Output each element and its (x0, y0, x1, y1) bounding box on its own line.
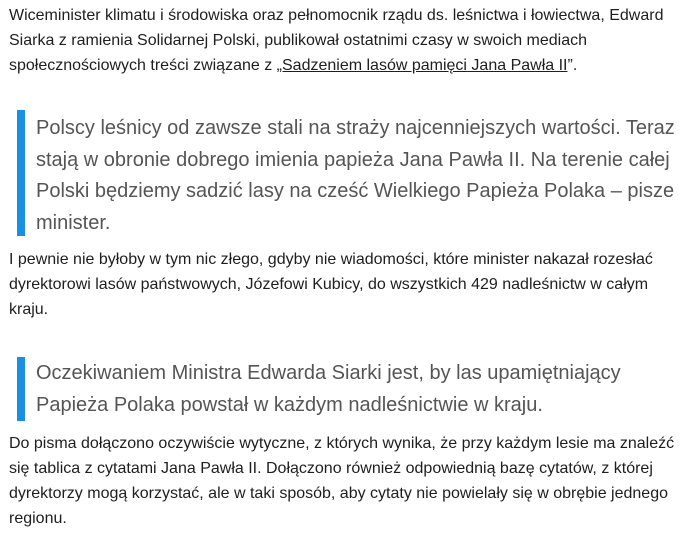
quote-minister-statement (17, 110, 677, 236)
forest-planting-link[interactable]: „Sadzeniem lasów pamięci Jana Pawła II (276, 57, 568, 74)
quote-ministry-expectation (17, 357, 677, 421)
quote-accent-bar (17, 110, 25, 236)
paragraph-instructions: I pewnie nie byłoby w tym nic złego, gdyby nie wiadomości, które minister nakazał rozesłać dyrektorowi lasów państwowych, Józefowi Kubicy, do wszystkich 429 nadleśnictw w całym kraju. (9, 251, 653, 318)
paragraph-intro-text: Wiceminister klimatu i środowiska oraz pełnomocnik rządu ds. leśnictwa i łowiectwa, Edward Siarka z ramienia Solidarnej Polski, publikował ostatnimi czasy w swoich mediach społecznościowych treści związane z (9, 7, 664, 74)
quote-accent-bar (17, 357, 25, 421)
paragraph-guidelines: Do pisma dołączono oczywiście wytyczne, z których wynika, że przy każdym lesie ma znaleźć się tablica z cytatami Jana Pawła II. Dołączono również odpowiednią bazę cytatów, z której dyrektorzy mogą korzystać, ale w taki sposób, aby cytaty nie powielały się w obrębie jednego regionu. (9, 435, 675, 527)
quote-minister-text: Polscy leśnicy od zawsze stali na straży najcenniejszych wartości. Teraz stają w obronie dobrego imienia papieża Jana Pawła II. Na terenie całej Polski będziemy sadzić lasy na cześć Wielkiego Papieża Polaka – pisze minister. (36, 117, 675, 234)
paragraph-intro (9, 3, 685, 78)
quote-expectation-text: Oczekiwaniem Ministra Edwarda Siarki jest, by las upamiętniający Papieża Polaka powstał w każdym nadleśnictwie w kraju. (36, 362, 621, 416)
paragraph-intro-end: ”. (567, 57, 578, 74)
